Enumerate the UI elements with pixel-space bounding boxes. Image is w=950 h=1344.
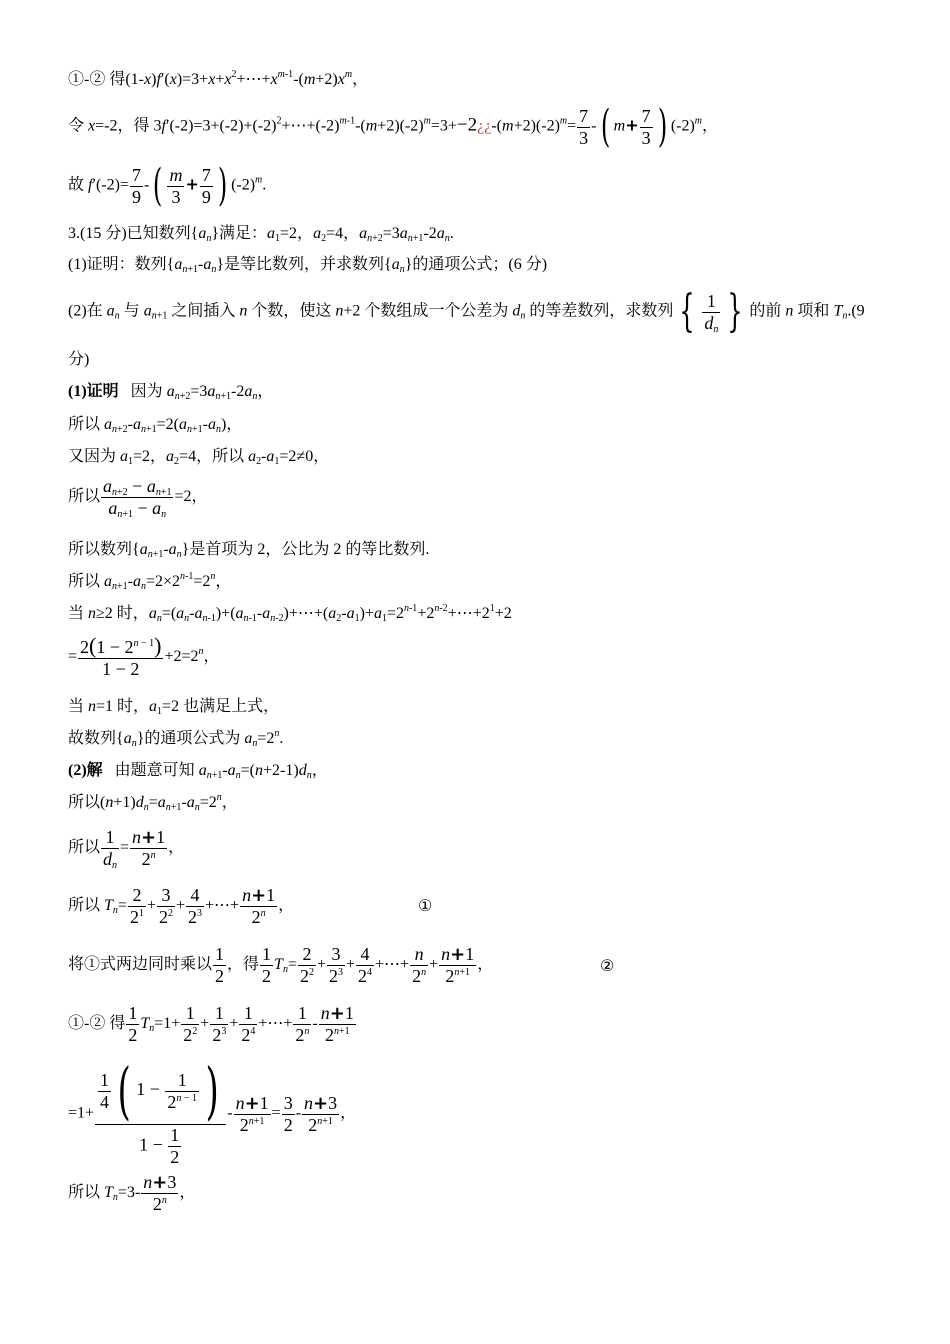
equation-marker-1: ① [418,898,433,915]
solution-2-start: (2)解 由题意可知 $a_{n+1}-a_n=(n+2-1)d_n$， [68,762,328,781]
solution-line-23: =1+ $\frac{1}{4}$ ( 1 − $\frac{1}{2^{n - 1}}$ ) 1 − $\frac{1}{2}$ - $\frac{n+1}{2^{n+1}}$ = $\frac{3}{2}$ - $\frac{n+3}{2^{n+1}}$ ， [68,1054,357,1167]
solution-line-14: = $\frac{2(1 - 2^{n - 1})}{1 - 2}$ $+2=2^n$， [68,633,220,679]
line-1: ①-② 得$(1-x)f'(x)=3+x+x^2+\cdots+x^{m-1}-(m+2)x^m$， [68,69,369,88]
solution-line-22: ①-② 得 $\frac{1}{2}$ $T_n=1+$ $\frac{1}{2^2}$ + $\frac{1}{2^3}$ + $\frac{1}{2^4}$ +⋯+ $\frac{1}{2^n}$ - $\frac{n+1}{2^{n+1}}$ [68,1003,354,1045]
solution-line-20: 所以 $T_n=$ $\frac{2}{2^1}$ + $\frac{3}{2^2}$ + $\frac{4}{2^3}$ +⋯+ $\frac{n+1}{2^n}$ ， [68,885,295,927]
solution-line-18: 所以$(n+1)d_n=a_{n+1}-a_n=2^n$， [68,792,238,813]
problem-3-part-2: (2)在 $a_n$ 与 $a_{n+1}$ 之间插入 n 个数，使这 n+2 个数组成一个公差为 $d_n$ 的等差数列，求数列 { $\frac{1}{d_n}$ } 的前 n 项和 $T_n.(9$ [68,286,865,337]
solution-line-21: 将①式两边同时乘以 $\frac{1}{2}$ ，得 $\frac{1}{2}$ $T_n=$ $\frac{2}{2^2}$ + $\frac{3}{2^3}$ + $\frac{4}{2^4}$ +⋯+ $\frac{n}{2^n}$ + $\frac{n+1}{2^{n+1}}$ ， [68,944,494,986]
solution-line-11: 所以数列$\{a_{n+1}-a_n\}$是首项为 2，公比为 2 的等比数列. [68,541,430,560]
solution-line-15: 当 n=1 时，$a_1=2$ 也满足上式， [68,698,280,717]
problem-3-part-1: (1)证明：数列$\{a_{n+1}-a_n\}$是等比数列，并求数列$\{a_n\}$的通项公式；(6 分) [68,256,548,275]
solution-line-10: 所以 $\frac{a_{n+2} - a_{n+1}}{a_{n+1} - a_n}$ =2， [68,476,208,520]
problem-3-part-2-tail: 分) [68,351,90,368]
solution-line-8: 所以 $a_{n+2}-a_{n+1}=2(a_{n+1}-a_n)$， [68,416,243,435]
line-3: 故 f′(-2)= $\frac{7}{9}$ -( $\frac{m}{3}$ + $\frac{7}{9}$ ) $(-2)^m$. [68,160,267,211]
solution-line-16: 故数列$\{a_n\}$的通项公式为 $a_n=2^n$. [68,728,284,749]
line-2: 令 x=-2，得 $3f'(-2)=3+(-2)+(-2)^2+\cdots+(-2)^{m-1}-(m+2)(-2)^m=3+-2¿¿-(m+2)(-2)^m=$ $\frac{7}{3}$ -( m+ $\frac{7}{3}$ ) $(-2)^m$， [68,101,719,152]
solution-line-9: 又因为 $a_1=2$，$a_2=4$，所以 $a_2-a_1=2\ne 0$， [68,448,330,467]
solution-1-start: (1)证明 因为 $a_{n+2}=3a_{n+1}-2a_n$， [68,383,274,402]
solution-line-12: 所以 $a_{n+1}-a_n=2\times 2^{n-1}=2^n$， [68,571,232,592]
equation-marker-2: ② [600,958,615,975]
solution-line-19: 所以 $\frac{1}{d_n}$ = $\frac{n+1}{2^n}$ ， [68,827,185,871]
problem-3-statement: 3.(15 分)已知数列$\{a_n\}$满足：$a_1=2$，$a_2=4$，$a_{n+2}=3a_{n+1}-2a_n$. [68,225,454,244]
solution-line-13: 当 n≥2 时，$a_n=(a_n-a_{n-1})+(a_{n-1}-a_{n-2})+\cdots+(a_2-a_1)+a_1=2^{n-1}+2^{n-2}+\cdots+2^1+2$ [68,603,512,624]
solution-line-24: 所以 $T_n=3-$ $\frac{n+3}{2^n}$ ， [68,1172,196,1214]
